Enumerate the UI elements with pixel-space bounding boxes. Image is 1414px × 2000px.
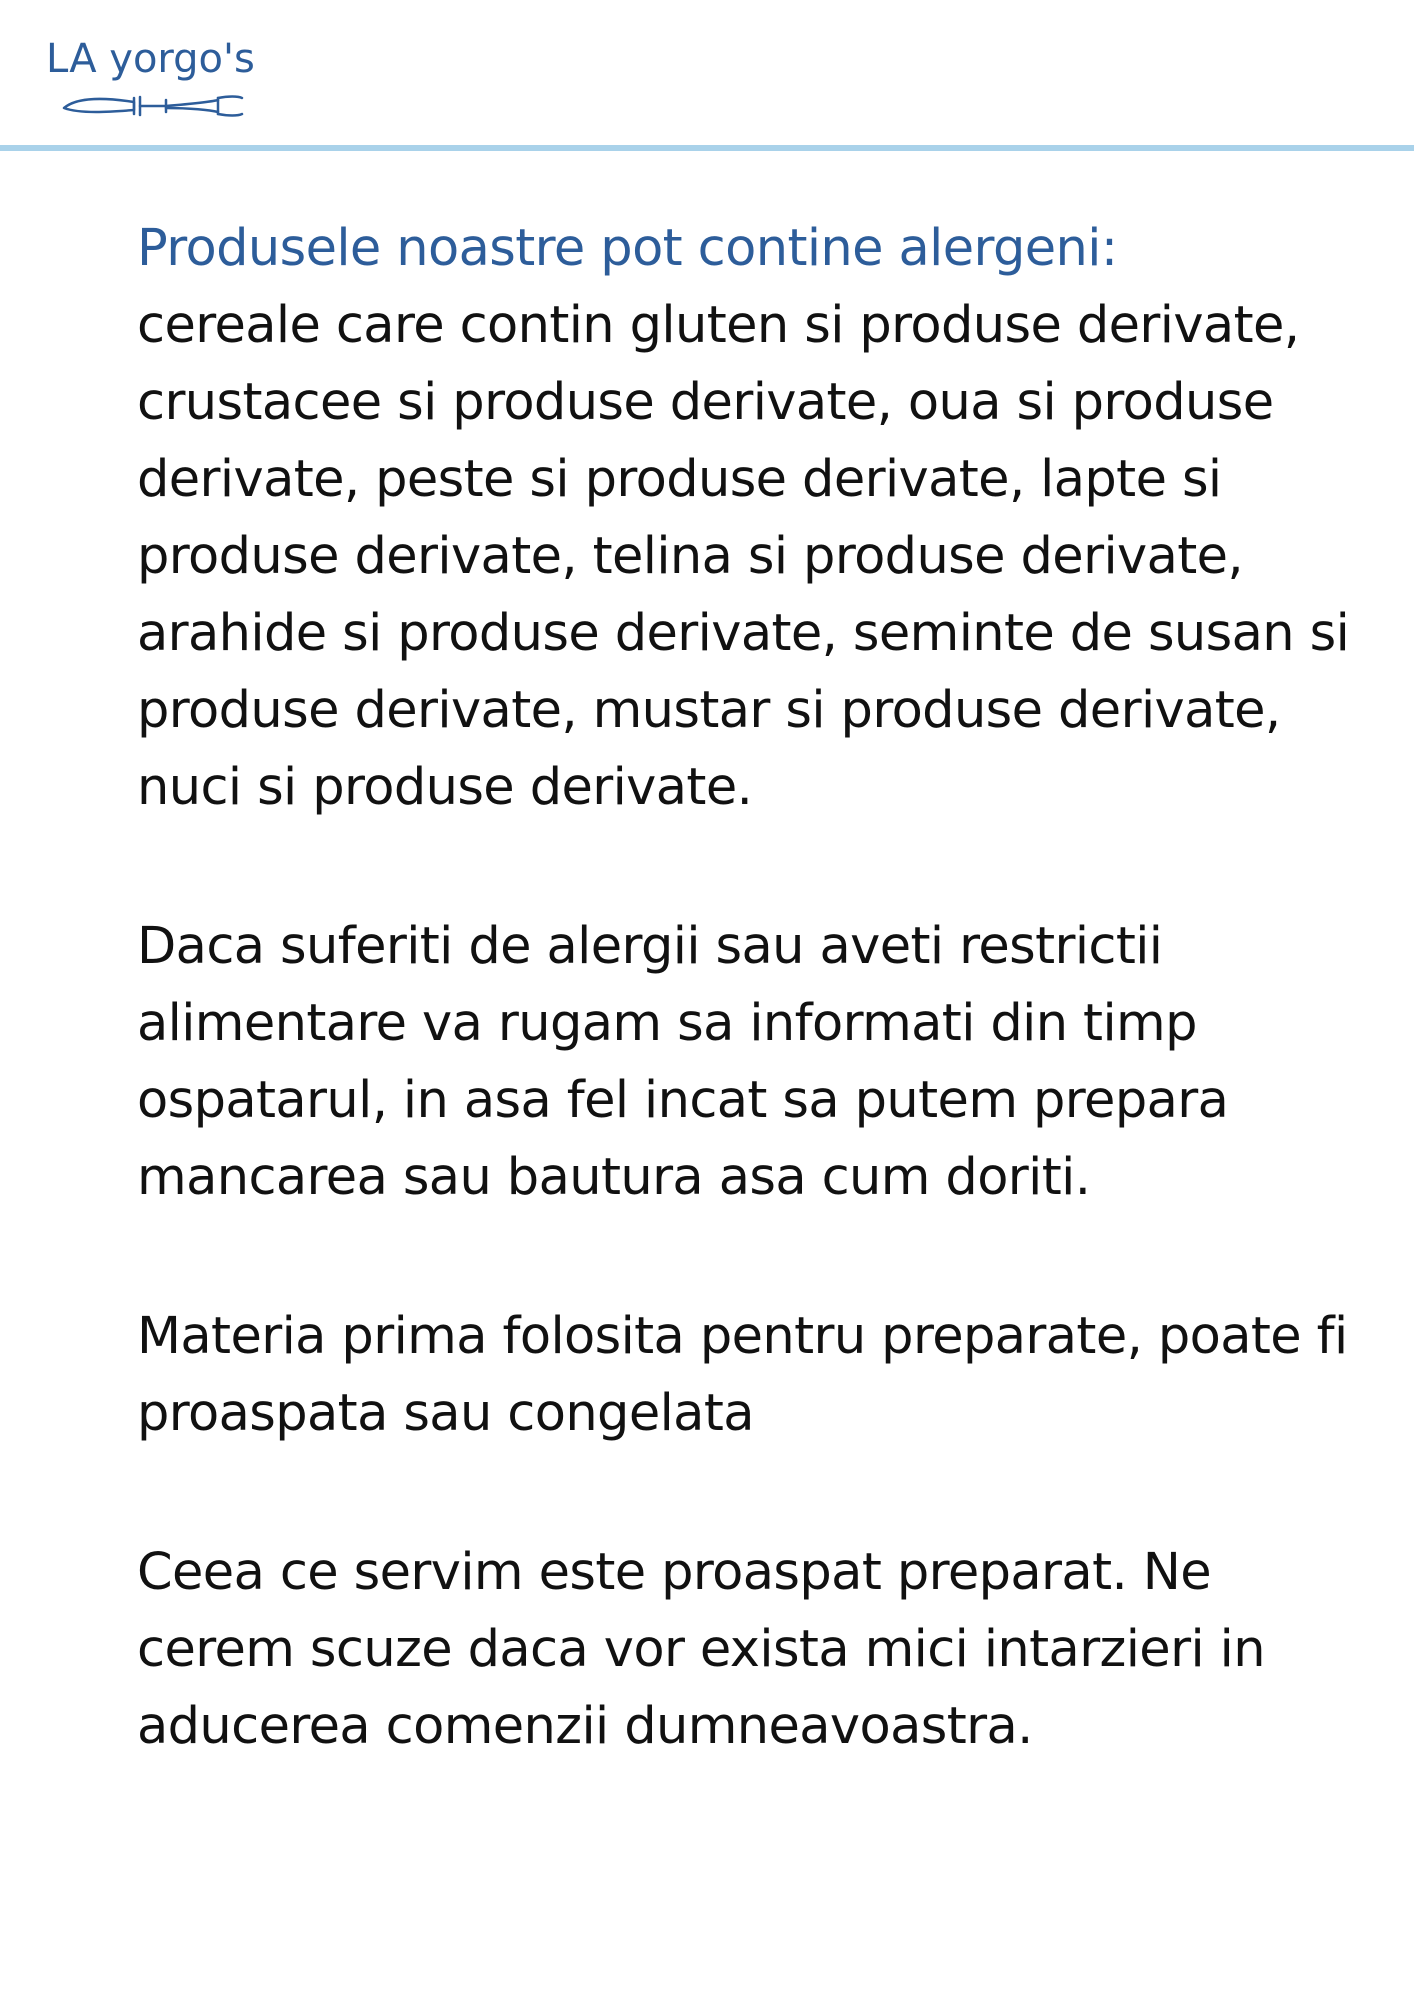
allergens-list: cereale care contin gluten si produse derivate, crustacee si produse derivate, oua si produse derivate, peste si produse derivate, lapte si produse derivate, telina si produse derivate, arahide si produse derivate, seminte de susan si produse derivate, mustar si produse derivate, nuci si produse derivate. [137, 296, 1350, 817]
allergens-paragraph [137, 210, 1377, 826]
logo-text: LA yorgo's [46, 36, 255, 82]
allergens-heading: Produsele noastre pot contine alergeni: [137, 219, 1118, 278]
allergen-notice [137, 210, 1377, 1765]
raw-material-paragraph: Materia prima folosita pentru preparate, poate fi proaspata sau congelata [137, 1307, 1348, 1443]
allergies-paragraph: Daca suferiti de alergii sau aveti restrictii alimentare va rugam sa informati din timp ospatarul, in asa fel incat sa putem prepara mancarea sau bautura asa cum doriti. [137, 917, 1229, 1207]
page-header [0, 0, 1414, 145]
knife-fork-icon [60, 88, 246, 122]
header-divider [0, 145, 1414, 151]
restaurant-logo [46, 34, 286, 124]
fresh-food-paragraph: Ceea ce servim este proaspat preparat. Ne cerem scuze daca vor exista mici intarzieri in aducerea comenzii dumneavoastra. [137, 1543, 1265, 1756]
